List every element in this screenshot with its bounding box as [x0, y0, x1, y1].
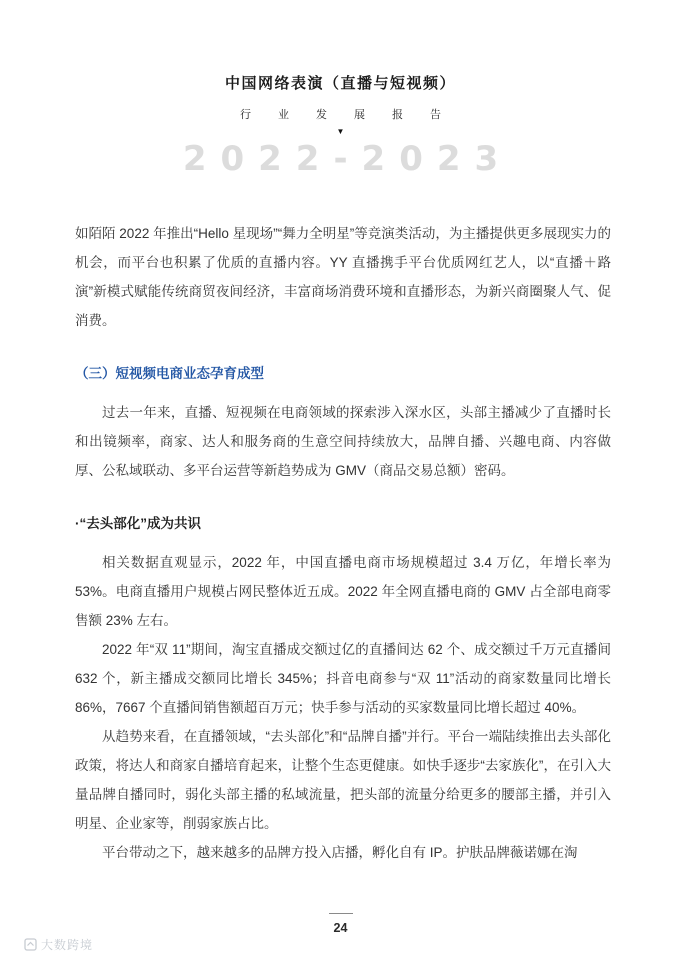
report-header	[0, 0, 681, 179]
watermark	[24, 936, 93, 953]
paragraph: 平台带动之下，越来越多的品牌方投入店播，孵化自有 IP。护肤品牌薇诺娜在淘	[102, 845, 578, 860]
report-body	[75, 219, 611, 867]
paragraph-continuation: 如陌陌 2022 年推出“Hello 星现场”“舞力全明星”等竞演类活动，为主播提供更多展现实力的机会，而平台也积累了优质的直播内容。YY 直播携手平台优质网红艺人，以“直播＋路演”新模式赋能传统商贸夜间经济，丰富商场消费环境和直播形态，为新兴商圈聚人气、促消费。	[75, 226, 611, 328]
sub-heading: ·“去头部化”成为共识	[75, 516, 201, 531]
report-years: 2022-2023	[182, 139, 513, 179]
paragraph: 过去一年来，直播、短视频在电商领域的探索涉入深水区，头部主播减少了直播时长和出镜频率，商家、达人和服务商的生意空间持续放大，品牌自播、兴趣电商、内容做厚、公私域联动、多平台运营等新趋势成为 GMV（商品交易总额）密码。	[75, 405, 611, 478]
report-subtitle: 行业发展报告	[240, 109, 468, 121]
watermark-logo-icon	[24, 938, 37, 951]
report-title: 中国网络表演（直播与短视频）	[224, 75, 456, 92]
section-heading: （三）短视频电商业态孕育成型	[75, 366, 264, 381]
paragraph: 相关数据直观显示，2022 年，中国直播电商市场规模超过 3.4 万亿，年增长率为 53%。电商直播用户规模占网民整体近五成。2022 年全网直播电商的 GMV 占全部电商零售额 23% 左右。	[75, 555, 611, 628]
page-number-rule	[329, 913, 353, 914]
paragraph: 从趋势来看，在直播领域，“去头部化”和“品牌自播”并行。平台一端陆续推出去头部化政策，将达人和商家自播培育起来，让整个生态更健康。如快手逐步“去家族化”，在引入大量品牌自播同时，弱化头部主播的私域流量，把头部的流量分给更多的腰部主播，并引入明星、企业家等，削弱家族占比。	[75, 729, 611, 831]
watermark-text: 大数跨境	[41, 938, 94, 952]
page-number: 24	[333, 921, 348, 935]
paragraph: 2022 年“双 11”期间，淘宝直播成交额过亿的直播间达 62 个、成交额过千万元直播间 632 个，新主播成交额同比增长 345%；抖音电商参与“双 11”活动的商家数量同比增长 86%，7667 个直播间销售额超百万元；快手参与活动的买家数量同比增长超过 40%。	[75, 642, 611, 715]
page-footer	[0, 913, 681, 935]
down-triangle-icon: ▼	[336, 127, 345, 136]
